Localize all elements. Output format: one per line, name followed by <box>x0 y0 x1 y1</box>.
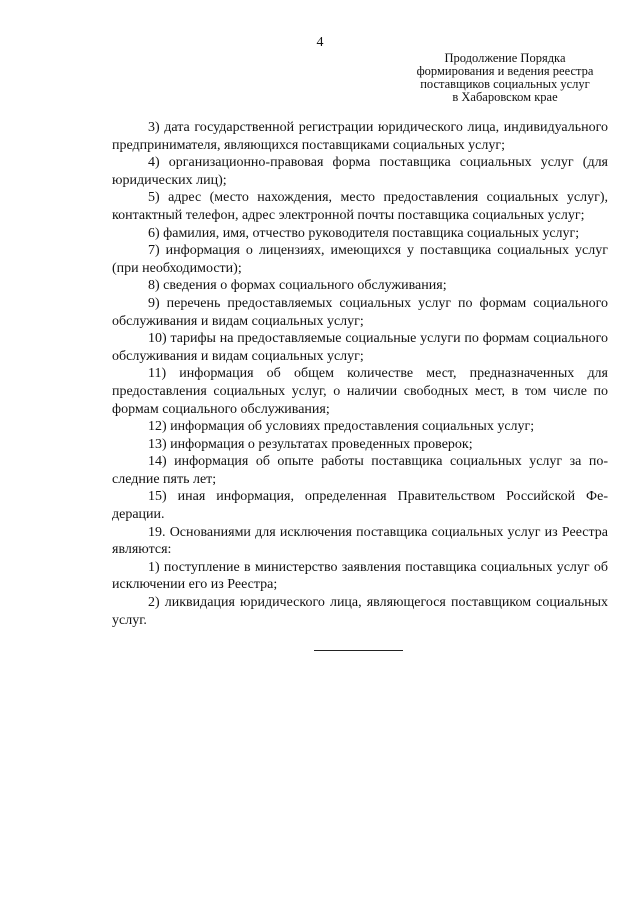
list-item-10: 10) тарифы на предоставляемые социальные услуги по формам социального обслуживания и видам социальных услуг; <box>112 331 608 364</box>
header-line: поставщиков социальных услуг <box>420 77 590 91</box>
list-item-12: 12) информация об условиях предоставления социальных услуг; <box>148 419 535 435</box>
page-number: 4 <box>316 35 324 50</box>
section-19-intro: 19. Основаниями для исключения поставщика социальных услуг из Реестра являются: <box>112 524 608 558</box>
document-header <box>390 52 620 104</box>
list-item-13: 13) информация о результатах проведенных проверок; <box>148 436 473 452</box>
list-item-8: 8) сведения о формах социального обслуживания; <box>148 278 447 294</box>
header-line: Продолжение Порядка <box>444 51 566 65</box>
header-line: в Хабаровском крае <box>452 90 558 104</box>
list-item-15: 15) иная информация, определенная Правительством Российской Федерации. <box>112 489 608 523</box>
document-body <box>112 119 608 629</box>
header-line: формирования и ведения реестра <box>416 64 594 78</box>
list-item-4: 4) организационно-правовая форма поставщика социальных услуг (для юридических лиц); <box>112 155 608 188</box>
list-item-11: 11) информация об общем количестве мест, предназначенных для предоставления социальных услуг, о наличии свободных мест, в том числе по формам социального обслуживания; <box>112 366 608 417</box>
list-item-7: 7) информация о лицензиях, имеющихся у поставщика социальных услуг (при необходимости); <box>112 243 608 276</box>
section-19-item-2: 2) ликвидация юридического лица, являющегося поставщиком социальных услуг. <box>112 595 608 628</box>
list-item-3: 3) дата государственной регистрации юридического лица, индивидуального предпринимателя, являющихся поставщиками социальных услуг; <box>112 120 608 153</box>
list-item-14: 14) информация об опыте работы поставщика социальных услуг за последние пять лет; <box>112 454 608 487</box>
list-item-5: 5) адрес (место нахождения, место предоставления социальных услуг), контактный телефон, адрес электронной почты поставщика социальных услуг; <box>112 190 608 223</box>
list-item-9: 9) перечень предоставляемых социальных услуг по формам социального обслуживания и видам социальных услуг; <box>112 295 608 329</box>
list-item-6: 6) фамилия, имя, отчество руководителя поставщика социальных услуг; <box>148 225 580 241</box>
end-divider <box>314 650 403 651</box>
section-19-item-1: 1) поступление в министерство заявления поставщика социальных услуг об исключении его из Реестра; <box>112 559 608 593</box>
